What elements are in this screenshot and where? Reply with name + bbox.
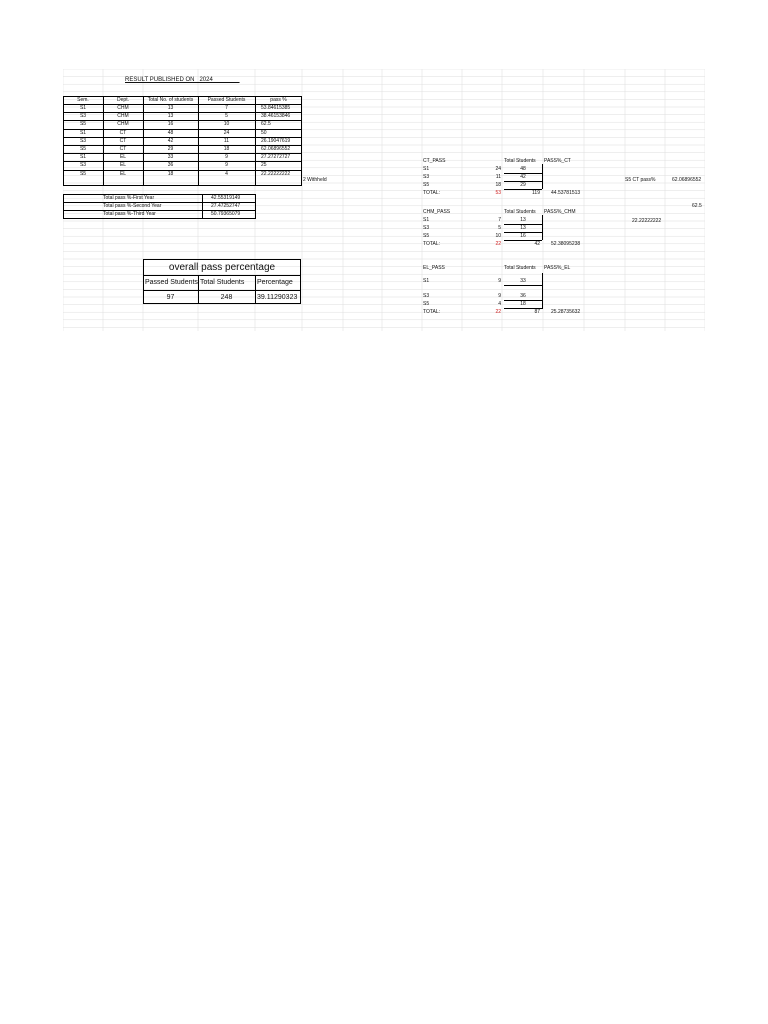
result-cell: 13 (167, 113, 174, 120)
ct-total-value: 48 (520, 166, 526, 172)
result-cell: 48 (167, 129, 174, 136)
result-cell: S1 (79, 105, 87, 111)
chm-total-passed: 22 (495, 241, 501, 247)
chm-pass-pct-label: PASS%_CHM (544, 209, 576, 215)
year-pass-label: Total pass %-First Year (103, 195, 155, 201)
result-cell: 11 (223, 137, 230, 144)
result-cell: 53.84615385 (261, 105, 291, 111)
ct-pass-pct-label: PASS%_CT (544, 158, 571, 164)
result-cell: S5 (79, 170, 87, 177)
ct-total-value: 42 (520, 174, 526, 180)
result-cell: 16 (167, 121, 174, 128)
result-cell: 62.5 (261, 121, 271, 128)
result-cell: 10 (223, 121, 230, 128)
el-total-pct: 25.28735632 (551, 309, 581, 315)
s5-ct-pass-label: S5 CT pass% (625, 177, 656, 183)
result-header-cell: Dept. (117, 97, 129, 103)
result-cell: 9 (225, 162, 228, 169)
ct-sem-label: S1 (423, 166, 430, 172)
year-pass-value: 42.55319149 (211, 195, 241, 201)
result-cell: 27.27272727 (261, 154, 291, 161)
overall-title: overall pass percentage (168, 262, 276, 273)
overall-passed: 97 (166, 294, 175, 301)
el-passed-value: 4 (498, 301, 501, 307)
ct-passed-value: 24 (495, 166, 501, 172)
overall-pct: 39.11290323 (257, 294, 298, 301)
chm-box-right (542, 215, 543, 240)
el-passed-value: 9 (498, 293, 501, 299)
result-cell: 5 (225, 113, 228, 120)
result-cell: S5 (79, 146, 87, 152)
result-cell: CHM (117, 105, 129, 111)
el-total-value: 36 (520, 293, 526, 299)
chm-pass-label: CHM_PASS (423, 209, 451, 215)
ct-passed-value: 18 (495, 182, 501, 188)
el-sem-label: S5 (423, 301, 430, 307)
chm-total-pct: 52.38095238 (551, 241, 581, 247)
ct-total-pct: 44.53781513 (551, 190, 581, 196)
overall-header-passed: Passed Students (145, 279, 198, 286)
el-box-right (542, 273, 543, 309)
el-total-passed: 22 (495, 309, 501, 315)
result-cell: S3 (79, 137, 87, 144)
ct-sem-label: S3 (423, 174, 430, 180)
result-cell: 62.06896552 (261, 146, 291, 152)
el-total-students: 87 (534, 309, 540, 315)
year-pass-label: Total pass %-Second Year (103, 203, 162, 210)
overall-header-total: Total Students (200, 279, 245, 286)
value-62-5: 62.5 (692, 203, 702, 209)
result-cell: CT (119, 129, 127, 136)
chm-passed-value: 7 (498, 217, 501, 223)
el-total-value: 18 (520, 301, 526, 307)
result-cell: 33 (167, 154, 174, 161)
el-passed-value: 9 (498, 278, 501, 284)
ct-total-label: TOTAL: (423, 190, 441, 196)
result-cell: CHM (117, 121, 129, 128)
chm-total-students-label: Total Students (504, 209, 536, 215)
result-header-cell: Sem. (77, 97, 89, 103)
result-cell: 18 (167, 170, 174, 177)
year-pass-value: 50.79365079 (211, 211, 241, 218)
ct-total-students-label: Total Students (504, 158, 536, 164)
result-cell: 25 (261, 162, 267, 169)
chm-total-label: TOTAL: (423, 241, 441, 247)
ct-pass-label: CT_PASS (423, 158, 446, 164)
el-sem-label: S3 (423, 293, 430, 299)
chm-total-value: 16 (520, 233, 526, 239)
result-cell: S5 (79, 121, 87, 128)
result-cell: 9 (225, 154, 228, 161)
result-header-cell: Passed Students (207, 97, 246, 103)
ct-total-students: 119 (532, 190, 540, 196)
result-header-cell: pass % (270, 97, 287, 103)
year-pass-value: 27.47252747 (211, 203, 241, 210)
el-total-value: 33 (520, 278, 526, 284)
result-cell: EL (119, 154, 127, 161)
chm-total-students: 42 (534, 241, 540, 247)
ct-box-right (542, 164, 543, 189)
el-pass-pct-label: PASS%_EL (544, 265, 571, 271)
el-total-label: TOTAL: (423, 309, 441, 315)
result-cell: 24 (223, 129, 230, 136)
spreadsheet (63, 69, 705, 331)
result-cell: CHM (117, 113, 129, 120)
sheet-title: RESULT PUBLISHED ON _2024________ (125, 77, 240, 83)
result-cell: 22.22222222 (261, 170, 291, 177)
result-cell: S1 (79, 129, 87, 136)
result-cell: 42 (167, 137, 174, 144)
ct-passed-value: 11 (495, 174, 501, 180)
result-cell: EL (119, 170, 127, 177)
ct-sem-label: S5 (423, 182, 430, 188)
withheld-note: 2 Withheld (303, 177, 327, 183)
chm-passed-value: 10 (495, 233, 501, 239)
result-cell: 13 (167, 105, 174, 111)
el-underline (504, 285, 542, 286)
chm-sem-label: S3 (423, 225, 430, 231)
el-total-students-label: Total Students (504, 265, 536, 271)
value-22-22: 22.22222222 (632, 218, 662, 224)
result-cell: EL (119, 162, 127, 169)
overall-total: 248 (220, 294, 233, 301)
result-cell: CT (119, 137, 127, 144)
result-cell: CT (119, 146, 127, 152)
year-pass-label: Total pass %-Third Year (103, 211, 156, 218)
chm-total-value: 13 (520, 217, 526, 223)
overall-header-pct: Percentage (257, 279, 293, 286)
result-cell: 18 (223, 146, 230, 152)
chm-sem-label: S1 (423, 217, 430, 223)
result-header-cell: Total No. of students (147, 97, 194, 103)
chm-total-value: 13 (520, 225, 526, 231)
chm-passed-value: 5 (498, 225, 501, 231)
result-cell: S3 (79, 113, 87, 120)
result-cell: 36 (167, 162, 174, 169)
el-pass-label: EL_PASS (423, 265, 445, 271)
result-cell: S1 (79, 154, 87, 161)
s5-ct-pass-value: 62.06896552 (672, 177, 702, 183)
el-sem-label: S1 (423, 278, 430, 284)
result-cell: 50 (261, 129, 267, 136)
result-cell: 26.19047619 (261, 137, 291, 144)
ct-total-passed: 53 (495, 190, 501, 196)
result-cell: 29 (167, 146, 174, 152)
chm-sem-label: S5 (423, 233, 430, 239)
result-cell: 7 (225, 105, 228, 111)
result-cell: 4 (225, 170, 228, 177)
result-cell: S3 (79, 162, 87, 169)
result-cell: 38.46153846 (261, 113, 291, 120)
ct-total-value: 29 (520, 182, 526, 188)
